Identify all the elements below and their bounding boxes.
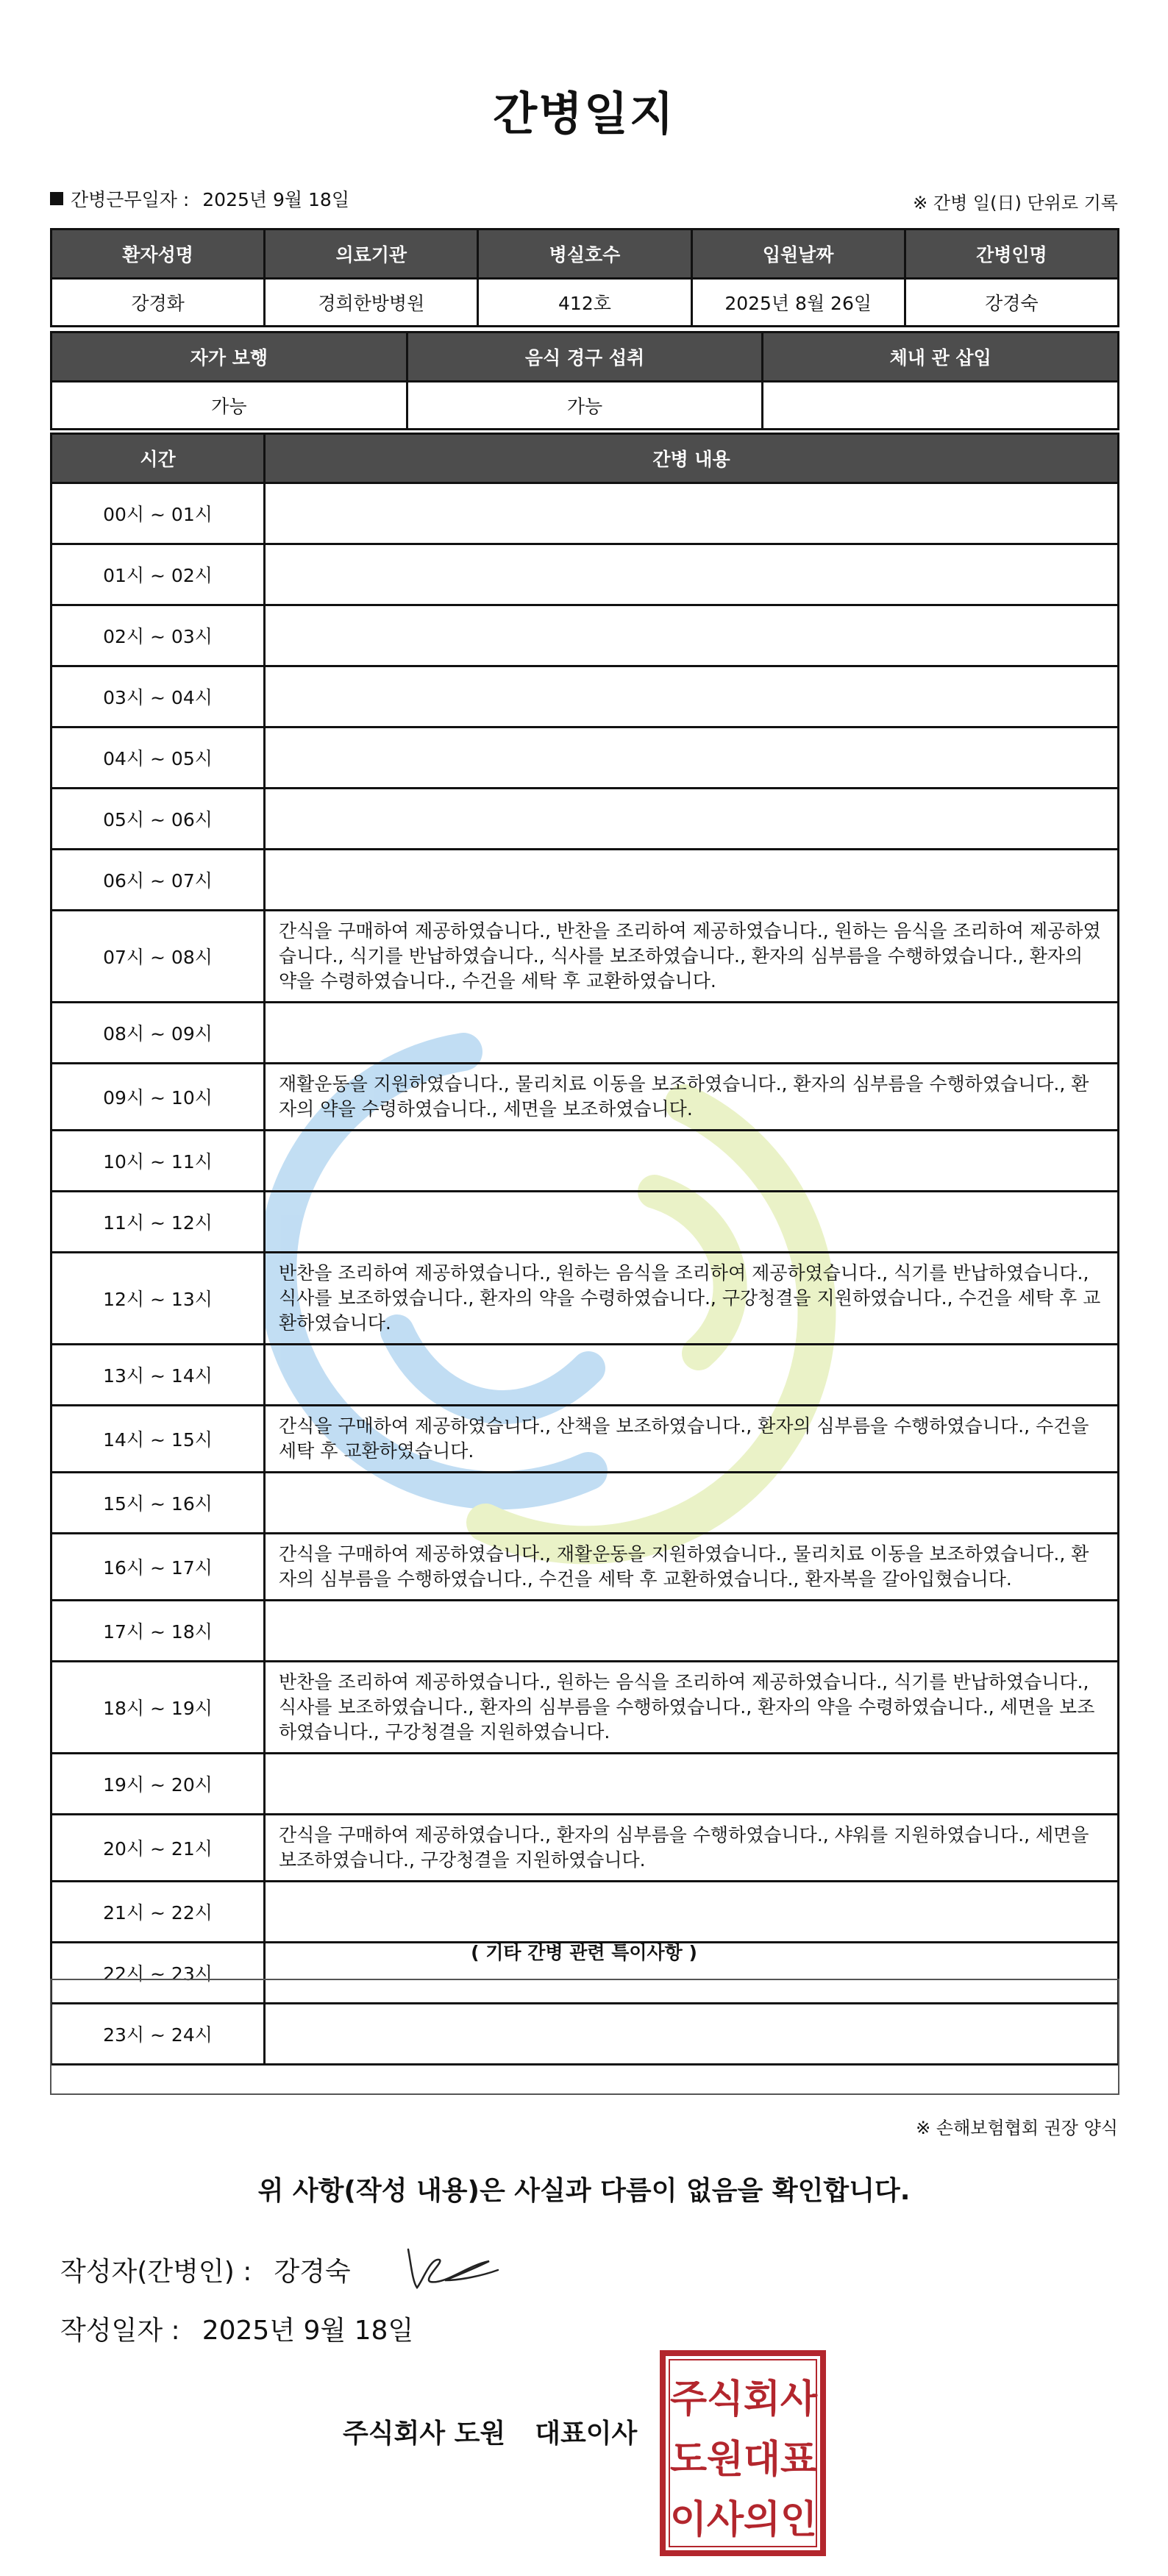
time-slot: 02시 ~ 03시: [51, 605, 265, 666]
table-row: [51, 483, 1119, 544]
table-row: [51, 382, 1119, 430]
written-date-value: 2025년 9월 18일: [202, 2316, 414, 2346]
confirmation-statement: 위 사항(작성 내용)은 사실과 다름이 없음을 확인합니다.: [257, 2176, 911, 2206]
etc-notes-box: [50, 1979, 1119, 2095]
time-slot: 23시 ~ 24시: [51, 2004, 265, 2065]
care-content: 재활운동을 지원하였습니다., 물리치료 이동을 보조하였습니다., 환자의 심부름을 수행하였습니다., 환자의 약을 수령하였습니다., 세면을 보조하였습니다.: [265, 1064, 1119, 1131]
care-content: [265, 605, 1119, 666]
time-slot: 15시 ~ 16시: [51, 1473, 265, 1534]
patient-status-table: [50, 331, 1119, 430]
table-row: [51, 1473, 1119, 1534]
care-content: [265, 1345, 1119, 1406]
company-name: 주식회사 도원: [343, 2419, 506, 2449]
time-slot: 03시 ~ 04시: [51, 666, 265, 727]
stamp-character: 원: [706, 2438, 744, 2482]
stamp-character: 의: [743, 2498, 781, 2542]
care-content: 간식을 구매하여 제공하였습니다., 환자의 심부름을 수행하였습니다., 샤워를 지원하였습니다., 세면을 보조하였습니다., 구강청결을 지원하였습니다.: [265, 1815, 1119, 1882]
stamp-character: 사: [706, 2498, 744, 2542]
time-slot: 19시 ~ 20시: [51, 1754, 265, 1815]
table-row: [51, 1003, 1119, 1064]
stamp-character: 이: [669, 2498, 708, 2542]
table-header: 입원날짜: [691, 230, 905, 279]
written-date-label: 작성일자 :: [60, 2316, 180, 2346]
handwritten-signature: [401, 2236, 504, 2295]
care-content: [265, 1882, 1119, 1943]
table-row: [51, 544, 1119, 605]
care-content: 간식을 구매하여 제공하였습니다., 반찬을 조리하여 제공하였습니다., 원하는 음식을 조리하여 제공하였습니다., 식기를 반납하였습니다., 식사를 보조하였습니다., 환자의 심부름을 수행하였습니다., 환자의 약을 수령하였습니다., 수건을 세탁 후 교환하였습니다.: [265, 911, 1119, 1003]
time-slot: 16시 ~ 17시: [51, 1534, 265, 1601]
content-column-header: 간병 내용: [265, 434, 1119, 483]
stamp-character: 도: [669, 2438, 708, 2482]
time-slot: 10시 ~ 11시: [51, 1131, 265, 1192]
table-row: [51, 1064, 1119, 1131]
care-content: 반찬을 조리하여 제공하였습니다., 원하는 음식을 조리하여 제공하였습니다., 식기를 반납하였습니다., 식사를 보조하였습니다., 환자의 약을 수령하였습니다., 구강청결을 지원하였습니다., 수건을 세탁 후 교환하였습니다.: [265, 1253, 1119, 1345]
stamp-character: 주: [669, 2377, 708, 2422]
patient-info-table: [50, 228, 1119, 327]
writer-name: 강경숙: [274, 2257, 351, 2287]
care-content: [265, 1473, 1119, 1534]
tube-status: [763, 382, 1119, 430]
table-header: 의료기관: [265, 230, 478, 279]
time-slot: 00시 ~ 01시: [51, 483, 265, 544]
table-row: [51, 1662, 1119, 1754]
writer-label: 작성자(간병인) :: [60, 2257, 252, 2287]
table-header: 환자성명: [51, 230, 265, 279]
writer-line: [60, 2251, 351, 2288]
table-row: [51, 279, 1119, 327]
time-slot: 07시 ~ 08시: [51, 911, 265, 1003]
time-slot: 06시 ~ 07시: [51, 850, 265, 911]
care-content: 간식을 구매하여 제공하였습니다., 산책을 보조하였습니다., 환자의 심부름을 수행하였습니다., 수건을 세탁 후 교환하였습니다.: [265, 1406, 1119, 1473]
table-row: [51, 1882, 1119, 1943]
table-header: 간병인명: [905, 230, 1118, 279]
table-header: 자가 보행: [51, 332, 407, 382]
form-source-note: ※ 손해보험협회 권장 양식: [916, 2118, 1118, 2138]
work-date-value: 2025년 9월 18일: [202, 189, 349, 210]
table-row: [51, 911, 1119, 1003]
table-row: [51, 850, 1119, 911]
table-row: [51, 1534, 1119, 1601]
care-content: 반찬을 조리하여 제공하였습니다., 원하는 음식을 조리하여 제공하였습니다., 식기를 반납하였습니다., 식사를 보조하였습니다., 환자의 심부름을 수행하였습니다., 환자의 약을 수령하였습니다., 세면을 보조하였습니다., 구강청결을 지원하였습니다.: [265, 1662, 1119, 1754]
company-seal-stamp: [659, 2349, 827, 2557]
care-content: [265, 483, 1119, 544]
patient-name: 강경화: [51, 279, 265, 327]
time-slot: 09시 ~ 10시: [51, 1064, 265, 1131]
work-date-label: 간병근무일자 :: [71, 189, 190, 210]
care-content: [265, 544, 1119, 605]
stamp-character: 인: [780, 2498, 818, 2542]
stamp-character: 사: [780, 2377, 818, 2422]
page-title: 간병일지: [493, 87, 675, 140]
table-row: [51, 1131, 1119, 1192]
time-slot: 17시 ~ 18시: [51, 1601, 265, 1662]
time-slot: 20시 ~ 21시: [51, 1815, 265, 1882]
care-content: [265, 1192, 1119, 1253]
care-content: [265, 1003, 1119, 1064]
table-header: 음식 경구 섭취: [407, 332, 763, 382]
table-row: [51, 1815, 1119, 1882]
table-row: [51, 605, 1119, 666]
care-content: [265, 1131, 1119, 1192]
etc-section-title: ( 기타 간병 관련 특이사항 ): [471, 1942, 697, 1963]
care-content: [265, 1754, 1119, 1815]
time-slot: 18시 ~ 19시: [51, 1662, 265, 1754]
table-header-row: [51, 434, 1119, 483]
time-column-header: 시간: [51, 434, 265, 483]
table-row: [51, 1754, 1119, 1815]
time-slot: 21시 ~ 22시: [51, 1882, 265, 1943]
table-row: [51, 1345, 1119, 1406]
table-row: [51, 789, 1119, 850]
stamp-character: 표: [780, 2438, 818, 2482]
admission-date: 2025년 8월 26일: [691, 279, 905, 327]
care-content: [265, 1601, 1119, 1662]
care-log-table: [50, 433, 1119, 2066]
oral-intake-status: 가능: [407, 382, 763, 430]
time-slot: 14시 ~ 15시: [51, 1406, 265, 1473]
table-header-row: [51, 332, 1119, 382]
stamp-character: 식: [706, 2377, 744, 2422]
ceo-title: 대표이사: [535, 2419, 638, 2449]
table-row: [51, 1601, 1119, 1662]
time-slot: 22시 ~ 23시: [51, 1943, 265, 2004]
time-slot: 05시 ~ 06시: [51, 789, 265, 850]
care-content: [265, 850, 1119, 911]
company-line: [343, 2413, 637, 2450]
care-content: [265, 789, 1119, 850]
time-slot: 04시 ~ 05시: [51, 727, 265, 789]
table-row: [51, 1406, 1119, 1473]
care-content: [265, 666, 1119, 727]
stamp-character: 대: [743, 2438, 781, 2482]
caregiver-name: 강경숙: [905, 279, 1118, 327]
table-row: [51, 666, 1119, 727]
table-header-row: [51, 230, 1119, 279]
table-row: [51, 1192, 1119, 1253]
time-slot: 08시 ~ 09시: [51, 1003, 265, 1064]
table-row: [51, 1253, 1119, 1345]
care-content: [265, 727, 1119, 789]
time-slot: 11시 ~ 12시: [51, 1192, 265, 1253]
table-row: [51, 727, 1119, 789]
stamp-character: 회: [743, 2377, 781, 2422]
written-date-line: [60, 2310, 413, 2347]
care-content: 간식을 구매하여 제공하였습니다., 재활운동을 지원하였습니다., 물리치료 이동을 보조하였습니다., 환자의 심부름을 수행하였습니다., 수건을 세탁 후 교환하였습니다., 환자복을 갈아입혔습니다.: [265, 1534, 1119, 1601]
work-date: [50, 185, 349, 212]
time-slot: 12시 ~ 13시: [51, 1253, 265, 1345]
time-slot: 13시 ~ 14시: [51, 1345, 265, 1406]
walking-status: 가능: [51, 382, 407, 430]
hospital-name: 경희한방병원: [265, 279, 478, 327]
time-slot: 01시 ~ 02시: [51, 544, 265, 605]
table-header: 체내 관 삽입: [763, 332, 1119, 382]
table-header: 병실호수: [478, 230, 691, 279]
square-bullet-icon: [50, 192, 63, 205]
room-number: 412호: [478, 279, 691, 327]
record-unit-note: ※ 간병 일(日) 단위로 기록: [913, 193, 1118, 213]
